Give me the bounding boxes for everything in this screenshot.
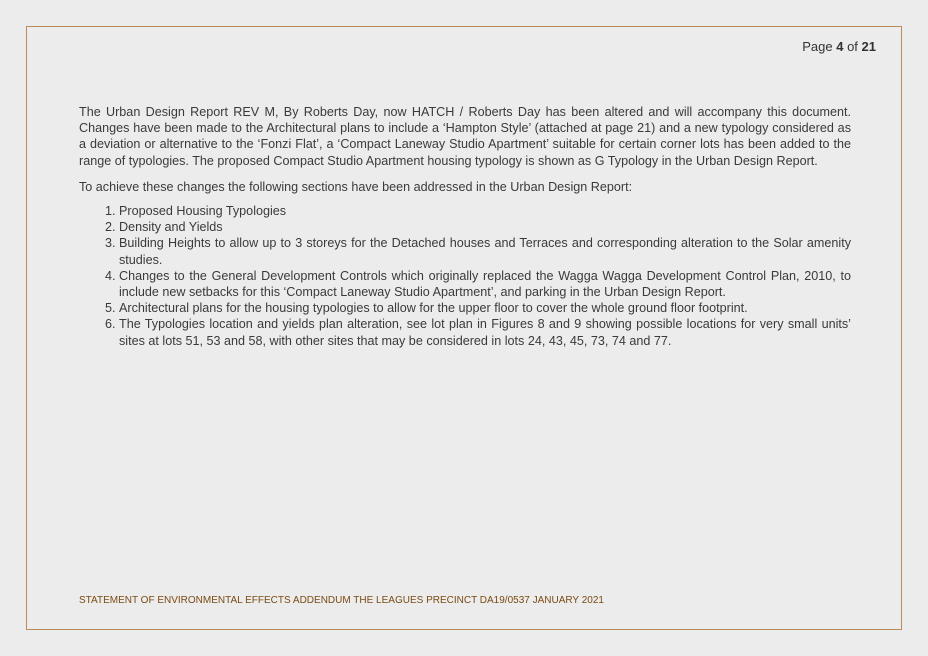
page-number-prefix: Page <box>802 39 833 54</box>
page-number <box>802 39 876 54</box>
list-item: 4. Changes to the General Development Controls which originally replaced the Wagga Wagga Development Control Plan, 2010, to include new setbacks for this ‘Compact Laneway Studio Apartment’, and parking in the Urban Design Report. <box>119 268 851 300</box>
document-footer: STATEMENT OF ENVIRONMENTAL EFFECTS ADDENDUM THE LEAGUES PRECINCT DA19/0537 JANUARY 2021 <box>79 595 604 606</box>
page-number-current: 4 <box>836 39 844 54</box>
document-body <box>79 104 851 349</box>
list-item: 6. The Typologies location and yields plan alteration, see lot plan in Figures 8 and 9 showing possible locations for very small units’ sites at lots 51, 53 and 58, with other sites that may be considered in lots 24, 43, 45, 73, 74 and 77. <box>119 316 851 348</box>
list-item: 3. Building Heights to allow up to 3 storeys for the Detached houses and Terraces and corresponding alteration to the Solar amenity studies. <box>119 235 851 267</box>
list-item: 5. Architectural plans for the housing typologies to allow for the upper floor to cover the whole ground floor footprint. <box>119 300 851 316</box>
list-item: 1. Proposed Housing Typologies <box>119 203 851 219</box>
page-number-separator: of <box>847 39 858 54</box>
changes-list <box>79 203 851 349</box>
page-number-total: 21 <box>861 39 876 54</box>
paragraph-sections: To achieve these changes the following sections have been addressed in the Urban Design Report: <box>79 179 633 194</box>
paragraph-intro: The Urban Design Report REV M, By Roberts Day, now HATCH / Roberts Day has been altered and will accompany this document. Changes have been made to the Architectural plans to include a ‘Hampton Style’ (attached at page 21) and a new typology considered as a deviation or alternative to the ‘Fonzi Flat’, a ‘Compact Laneway Studio Apartment’ suitable for certain corner lots has been added to the range of typologies. The proposed Compact Studio Apartment housing typology is shown as G Typology in the Urban Design Report. <box>79 105 851 168</box>
list-item: 2. Density and Yields <box>119 219 851 235</box>
